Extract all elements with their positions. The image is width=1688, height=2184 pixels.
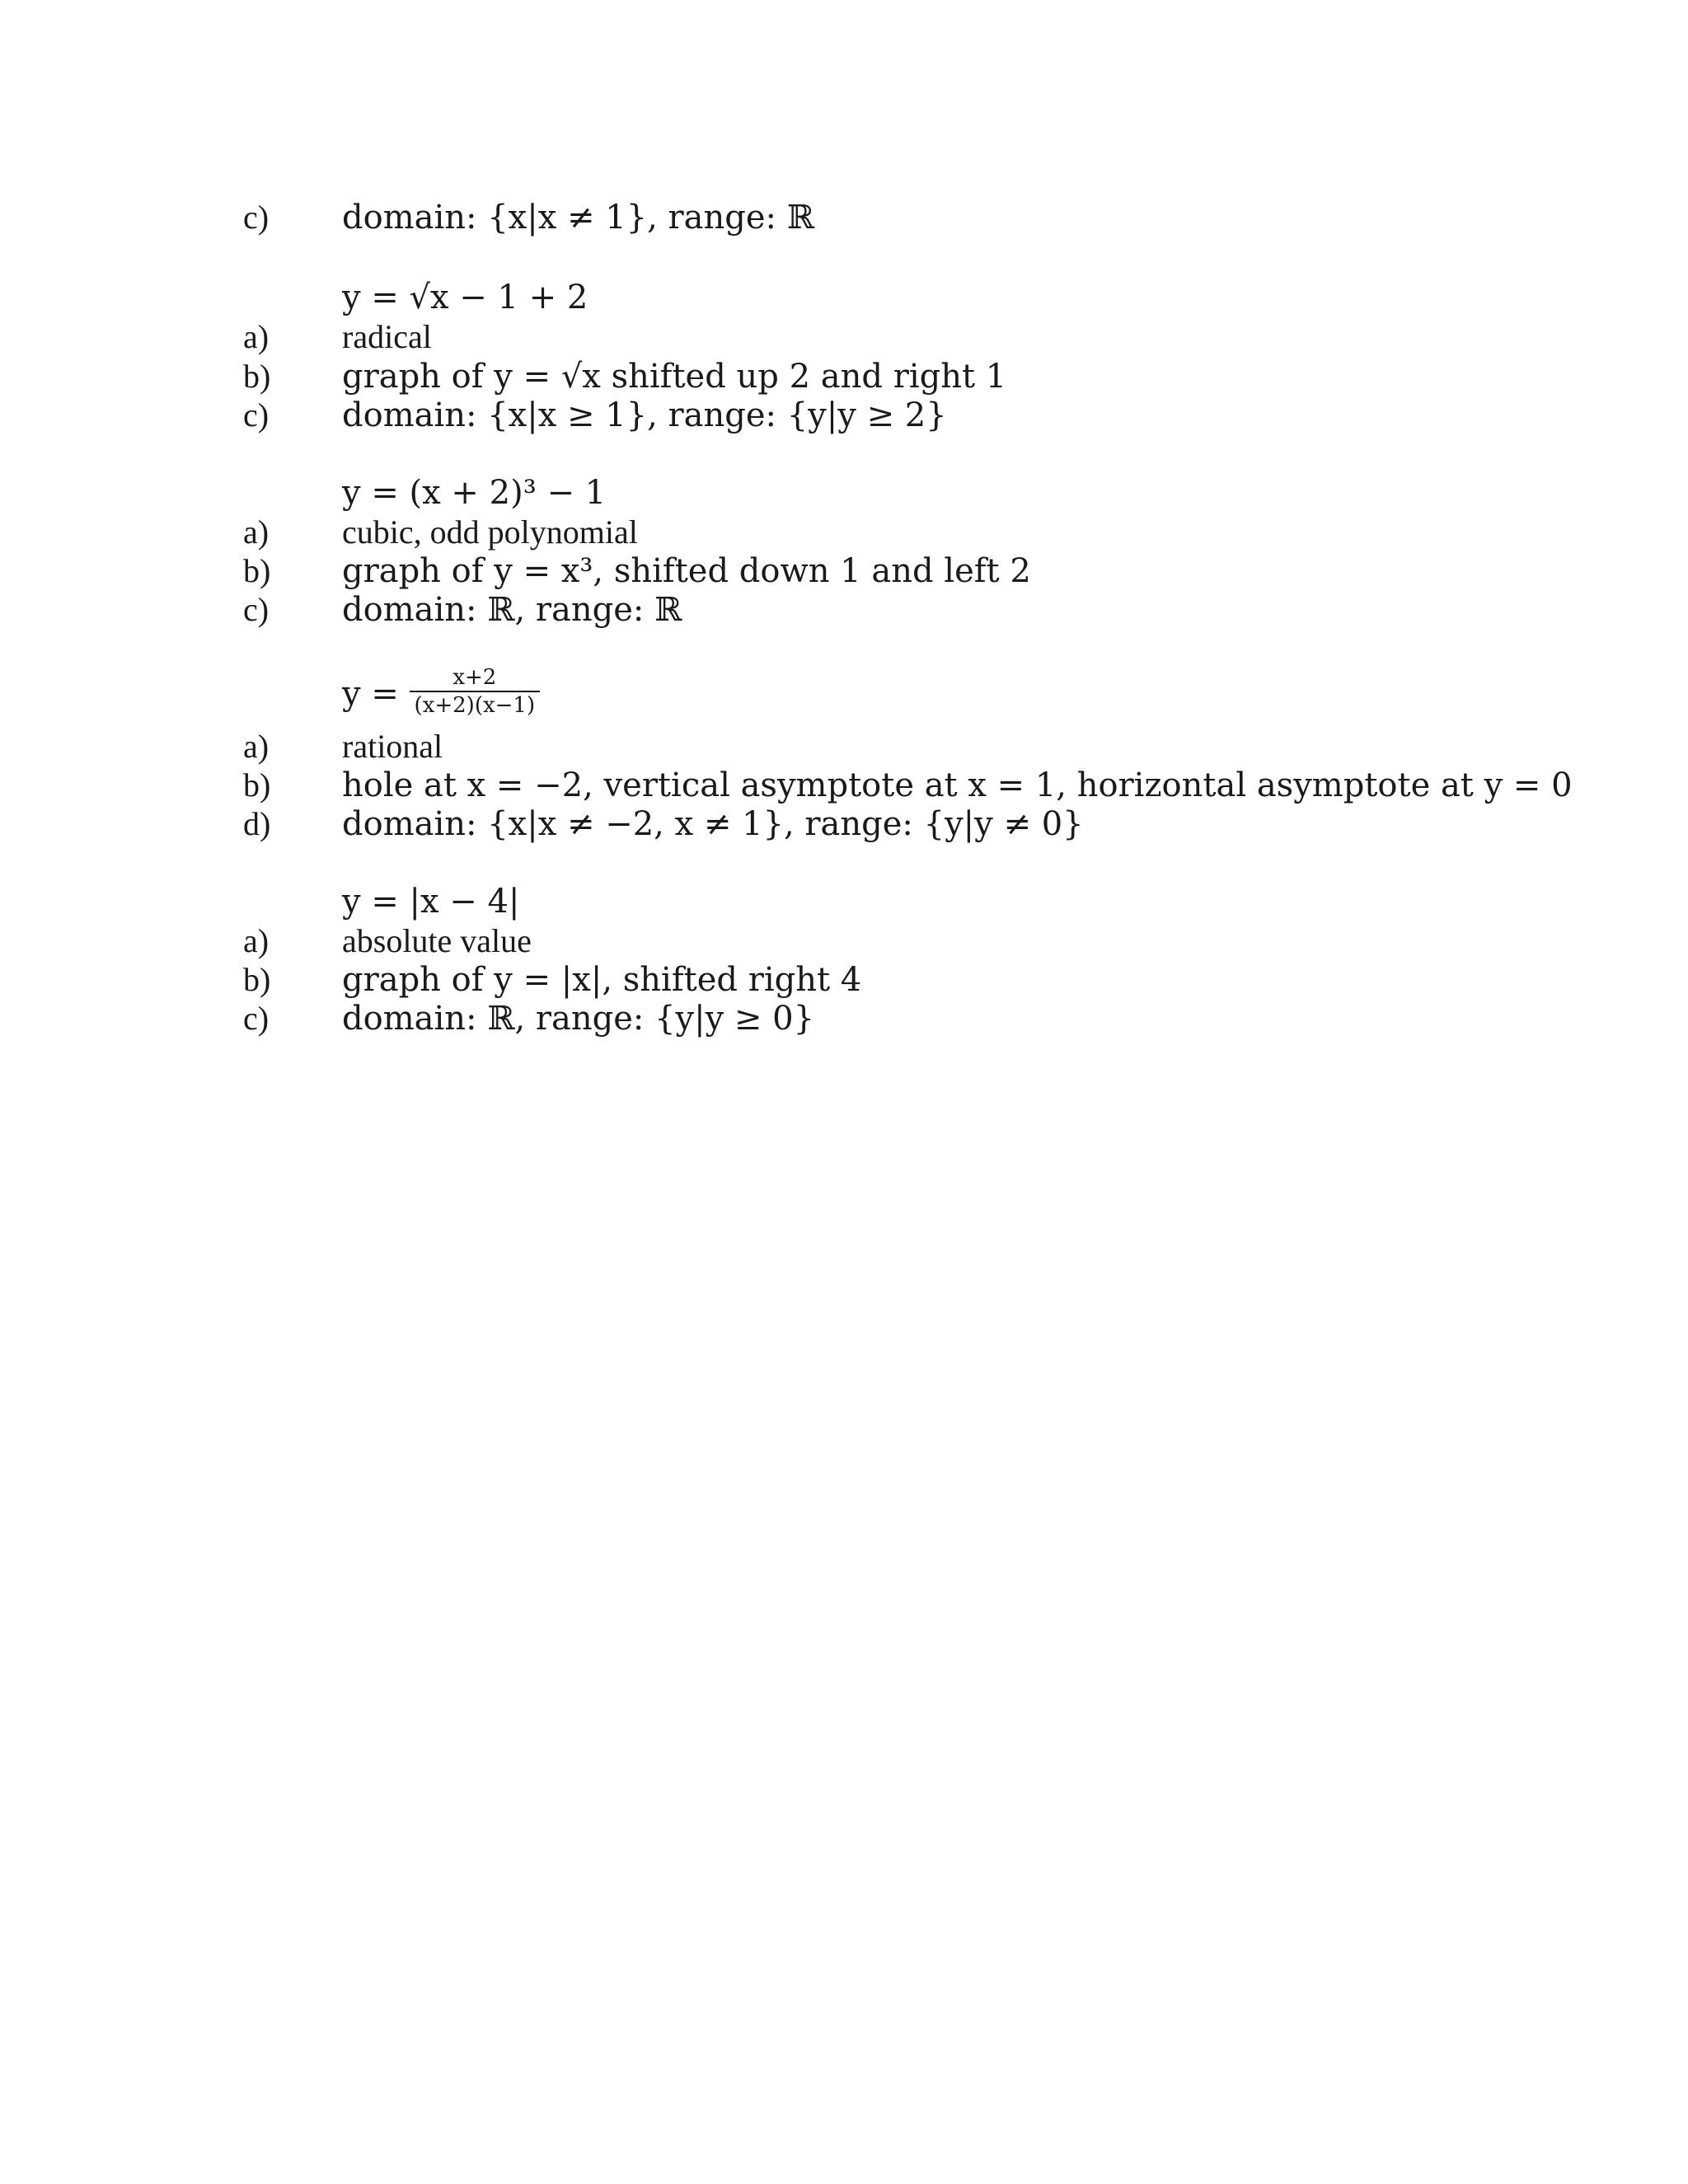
item-label: a) (243, 728, 270, 765)
item-text: domain: {x|x ≠ 1}, range: ℝ (342, 199, 814, 237)
item-text: domain: {x|x ≥ 1}, range: {y|y ≥ 2} (342, 396, 947, 434)
fraction-denominator: (x+2)(x−1) (414, 693, 536, 718)
item-text: radical (342, 318, 432, 355)
equation: y = |x − 4| (342, 883, 520, 921)
item-text: rational (342, 728, 443, 765)
item-label: c) (243, 199, 270, 236)
item-label: a) (243, 318, 270, 355)
item-label: b) (243, 961, 271, 998)
item-label: c) (243, 591, 270, 628)
item-text: hole at x = −2, vertical asymptote at x = 1, horizontal asymptote at y = 0 (342, 766, 1573, 804)
item-label: c) (243, 396, 270, 434)
item-text: graph of y = √x shifted up 2 and right 1 (342, 358, 1007, 396)
fraction-numerator: x+2 (410, 664, 541, 692)
fraction-equation (342, 665, 540, 724)
equation: y = (x + 2)³ − 1 (342, 474, 607, 512)
item-text: absolute value (342, 922, 532, 959)
fraction (410, 664, 541, 719)
item-text: domain: ℝ, range: ℝ (342, 591, 682, 629)
item-label: c) (243, 1000, 270, 1037)
item-label: a) (243, 513, 270, 551)
item-text: graph of y = |x|, shifted right 4 (342, 961, 862, 999)
item-label: b) (243, 552, 271, 589)
item-text: domain: {x|x ≠ −2, x ≠ 1}, range: {y|y ≠ 0} (342, 805, 1084, 843)
item-text: cubic, odd polynomial (342, 513, 638, 551)
item-text: graph of y = x³, shifted down 1 and left 2 (342, 552, 1031, 590)
equation-prefix: y = (342, 675, 399, 713)
item-label: b) (243, 766, 271, 804)
equation: y = √x − 1 + 2 (342, 279, 588, 316)
item-label: a) (243, 922, 270, 959)
item-label: d) (243, 805, 271, 842)
item-label: b) (243, 358, 271, 395)
item-text: domain: ℝ, range: {y|y ≥ 0} (342, 1000, 815, 1038)
